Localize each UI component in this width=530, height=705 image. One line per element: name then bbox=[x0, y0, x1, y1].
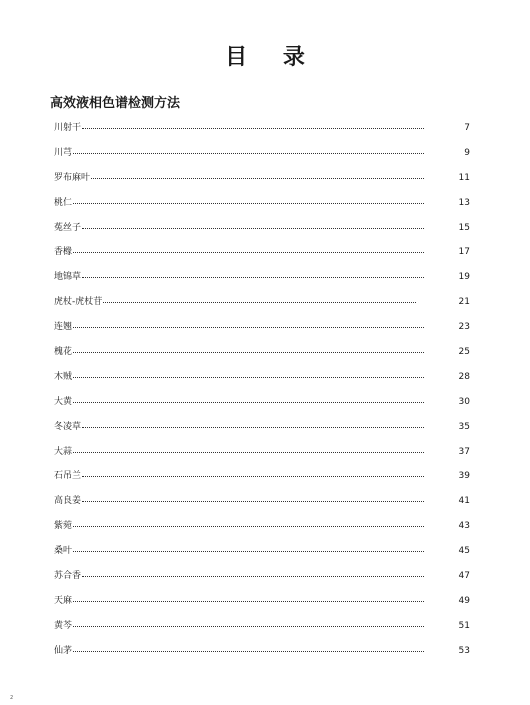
dot-leader bbox=[82, 476, 424, 477]
toc-entry[interactable] bbox=[54, 319, 470, 344]
toc-entry-page: 51 bbox=[458, 620, 470, 631]
dot-leader bbox=[73, 203, 424, 204]
toc-entry-title: 大蒜 bbox=[54, 446, 73, 457]
dot-leader bbox=[82, 228, 424, 229]
toc-entry[interactable] bbox=[54, 543, 470, 568]
toc-entry-title: 香橼 bbox=[54, 247, 73, 258]
toc-entry-title: 罗布麻叶 bbox=[54, 172, 91, 183]
toc-entry-title: 黄芩 bbox=[54, 620, 73, 631]
toc-entry[interactable] bbox=[54, 618, 470, 643]
toc-entry[interactable] bbox=[54, 568, 470, 593]
toc-entry-title: 地锦草 bbox=[54, 272, 82, 283]
toc-entry-title: 紫菀 bbox=[54, 521, 73, 532]
toc-entry-title: 川射干 bbox=[54, 123, 82, 133]
toc-entry-page: 39 bbox=[458, 471, 470, 482]
dot-leader bbox=[73, 252, 424, 253]
dot-leader bbox=[73, 452, 424, 453]
toc-entry-page: 30 bbox=[458, 396, 470, 407]
toc-entry-page: 15 bbox=[458, 222, 470, 233]
toc-entry[interactable] bbox=[54, 493, 470, 518]
toc-entry-title: 苏合香 bbox=[54, 571, 82, 582]
toc-entry[interactable] bbox=[54, 195, 470, 220]
dot-leader bbox=[82, 576, 424, 577]
dot-leader bbox=[82, 277, 424, 278]
toc-entry[interactable] bbox=[54, 369, 470, 394]
toc-entry-title: 桃仁 bbox=[54, 197, 73, 208]
toc-entry-page: 21 bbox=[458, 297, 470, 308]
toc-entry-page: 49 bbox=[458, 595, 470, 606]
toc-entry[interactable] bbox=[54, 170, 470, 195]
dot-leader bbox=[73, 626, 424, 627]
dot-leader bbox=[73, 402, 424, 403]
toc-entry-page: 35 bbox=[458, 421, 470, 432]
toc-entry[interactable] bbox=[54, 419, 470, 444]
toc-entry-title: 仙茅 bbox=[54, 645, 73, 656]
dot-leader bbox=[73, 153, 424, 154]
toc-entry-page: 9 bbox=[464, 147, 470, 158]
toc-entry-title: 石吊兰 bbox=[54, 471, 82, 482]
toc-entry-title: 川芎 bbox=[54, 147, 73, 158]
dot-leader bbox=[73, 526, 424, 527]
dot-leader bbox=[73, 352, 424, 353]
toc-entry-page: 25 bbox=[458, 347, 470, 358]
toc-entry-page: 11 bbox=[458, 172, 470, 183]
dot-leader bbox=[73, 551, 424, 552]
page-title: 目 录 bbox=[225, 45, 319, 70]
dot-leader bbox=[82, 427, 424, 428]
dot-leader bbox=[73, 651, 424, 652]
toc-entry[interactable] bbox=[54, 244, 470, 269]
toc-entry[interactable] bbox=[54, 468, 470, 493]
dot-leader bbox=[82, 501, 424, 502]
toc-entry-title: 菟丝子 bbox=[54, 222, 82, 233]
dot-leader bbox=[73, 327, 424, 328]
toc-entry-title: 冬凌草 bbox=[54, 421, 82, 432]
toc-entry[interactable] bbox=[54, 444, 470, 469]
toc-entry-title: 大黄 bbox=[54, 396, 73, 407]
toc-entry-title: 槐花 bbox=[54, 347, 73, 358]
toc-entry-page: 45 bbox=[458, 546, 470, 557]
toc-entry-title: 天麻 bbox=[54, 595, 73, 606]
toc-entry-title: 高良姜 bbox=[54, 496, 82, 507]
dot-leader bbox=[73, 377, 424, 378]
dot-leader bbox=[73, 601, 424, 602]
toc-entry[interactable] bbox=[54, 593, 470, 618]
toc-entry-page: 41 bbox=[458, 496, 470, 507]
toc-entry[interactable] bbox=[54, 220, 470, 245]
toc-entry-title: 虎杖-虎杖苷 bbox=[54, 297, 103, 308]
toc-entry[interactable] bbox=[54, 643, 470, 668]
toc-entry-page: 37 bbox=[458, 446, 470, 457]
dot-leader bbox=[103, 302, 416, 303]
toc-entry-title: 木贼 bbox=[54, 371, 73, 382]
toc-entry-page: 53 bbox=[458, 645, 470, 656]
toc-entry-page: 7 bbox=[464, 123, 470, 133]
table-of-contents bbox=[54, 120, 470, 668]
toc-entry-page: 17 bbox=[458, 247, 470, 258]
toc-entry-page: 19 bbox=[458, 272, 470, 283]
toc-entry-page: 23 bbox=[458, 322, 470, 333]
toc-entry[interactable] bbox=[54, 344, 470, 369]
toc-entry-page: 43 bbox=[458, 521, 470, 532]
section-title: 高效液相色谱检测方法 bbox=[50, 96, 181, 111]
toc-entry-title: 桑叶 bbox=[54, 546, 73, 557]
dot-leader bbox=[82, 128, 424, 129]
toc-entry[interactable] bbox=[54, 120, 470, 145]
toc-entry-page: 47 bbox=[458, 571, 470, 582]
toc-entry[interactable] bbox=[54, 269, 470, 294]
toc-entry[interactable] bbox=[54, 518, 470, 543]
toc-entry-page: 13 bbox=[458, 197, 470, 208]
page-number: 2 bbox=[10, 695, 14, 701]
toc-entry[interactable] bbox=[54, 145, 470, 170]
toc-entry[interactable] bbox=[54, 394, 470, 419]
toc-entry-title: 连翘 bbox=[54, 322, 73, 333]
dot-leader bbox=[91, 178, 424, 179]
toc-entry-page: 28 bbox=[458, 371, 470, 382]
toc-entry[interactable] bbox=[54, 294, 470, 319]
